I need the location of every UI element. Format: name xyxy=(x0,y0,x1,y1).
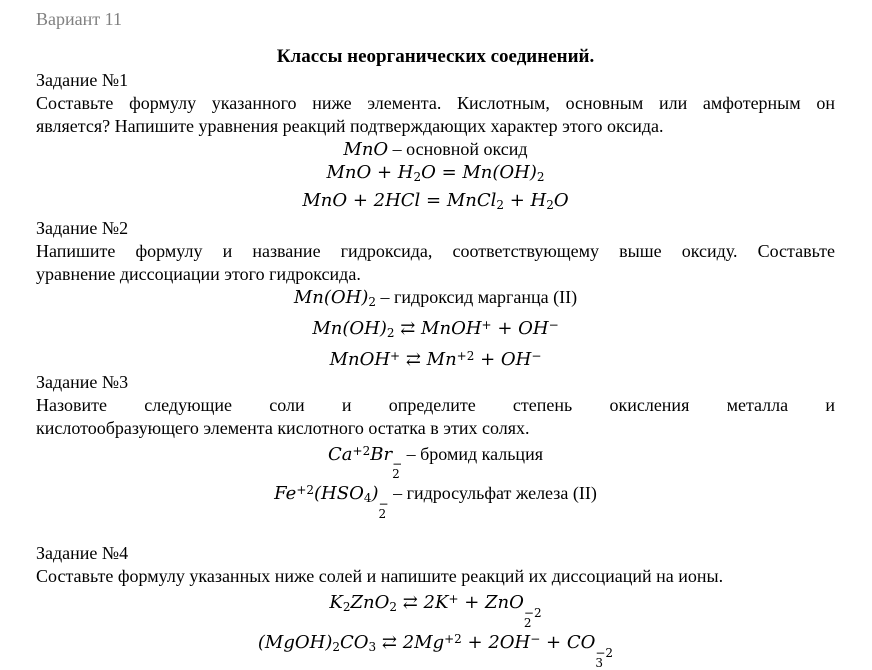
math-text: + OH xyxy=(491,317,549,339)
formula-label-text: – бромид кальция xyxy=(402,443,543,464)
math-text: ⇄ 2Mg xyxy=(376,631,445,653)
variant-label: Вариант 11 xyxy=(36,9,122,29)
task-section-4 xyxy=(36,542,835,668)
formula-line xyxy=(36,314,835,345)
math-text: + CO xyxy=(540,631,596,653)
math-text: ZnO xyxy=(350,591,390,613)
task-label: Задание №1 xyxy=(36,70,129,90)
math-text: K xyxy=(329,591,343,613)
task-label: Задание №2 xyxy=(36,218,129,238)
formula-line xyxy=(36,286,835,314)
formula-line xyxy=(36,161,835,189)
formula-label-text: – гидроксид марганца (II) xyxy=(376,287,578,307)
subscript: 2 xyxy=(332,639,340,654)
superscript: + xyxy=(448,592,459,607)
math-text: MnO xyxy=(343,139,389,160)
task-section-2 xyxy=(36,217,835,371)
math-text: ⇄ 2K xyxy=(397,591,449,613)
stacked-subscript-superscript: − 2 xyxy=(392,457,403,482)
math-text: Ca xyxy=(328,443,353,465)
stacked-subscript-superscript: −2 3 xyxy=(595,645,614,670)
math-text: + OH xyxy=(474,348,532,370)
math-text: MnO + H xyxy=(326,162,414,183)
math-text: Fe xyxy=(274,483,297,505)
formula-line xyxy=(36,345,835,371)
task-label: Задание №3 xyxy=(36,371,129,392)
task-text-line: кислотообразующего элемента кислотного остатка в этих солях. xyxy=(36,417,530,438)
subscript: 2 xyxy=(496,198,505,212)
math-text: ⇄ Mn xyxy=(400,348,457,370)
formula-label-text: – гидросульфат железа (II) xyxy=(388,483,597,504)
math-text: Mn(OH) xyxy=(293,287,369,308)
task-text-line: является? Напишите уравнения реакций подтверждающих характер этого оксида. xyxy=(36,116,664,136)
superscript: +2 xyxy=(352,443,371,458)
formula-line xyxy=(36,628,835,668)
stacked-subscript-superscript: −2 2 xyxy=(523,605,542,630)
stacked-subscript-superscript: − 2 xyxy=(378,497,389,522)
subscript: 2 xyxy=(546,198,554,212)
math-text: ⇄ MnOH xyxy=(394,317,482,339)
subscript: 4 xyxy=(363,491,372,506)
formula-line xyxy=(36,440,835,480)
math-text: O xyxy=(553,190,569,211)
superscript: + xyxy=(481,318,492,332)
formula-line xyxy=(36,138,835,161)
math-text: (MgOH) xyxy=(257,631,333,653)
task-section-1 xyxy=(36,69,835,217)
superscript: − xyxy=(531,348,542,363)
math-text: CO xyxy=(340,631,369,653)
superscript: + xyxy=(390,348,401,363)
task-text-line: уравнение диссоциации этого гидроксида. xyxy=(36,264,361,284)
math-text: + H xyxy=(504,190,547,211)
task-text-line: Напишите формулу и название гидроксида, соответствующему выше оксиду. Составьте xyxy=(36,241,835,261)
formula-line xyxy=(36,479,835,522)
formula-line xyxy=(36,588,835,628)
document-title: Классы неорганических соединений. xyxy=(276,46,595,67)
superscript: +2 xyxy=(296,483,315,498)
formula-label-text: – основной оксид xyxy=(388,139,528,159)
math-text: ) xyxy=(371,483,379,505)
math-text: Mn(OH) xyxy=(312,317,387,339)
task-label: Задание №4 xyxy=(36,543,129,564)
math-text: + 2OH xyxy=(461,631,531,653)
math-text: + ZnO xyxy=(458,591,524,613)
math-text: (HSO xyxy=(314,483,364,505)
superscript: +2 xyxy=(456,348,475,363)
subscript: 3 xyxy=(368,639,377,654)
math-text: MnOH xyxy=(329,348,391,370)
subscript: 2 xyxy=(368,295,377,309)
subscript: 2 xyxy=(536,170,545,184)
math-text: O = Mn(OH) xyxy=(421,162,537,183)
math-text: MnO + 2HCl = MnCl xyxy=(302,190,497,211)
task-text-line: Составьте формулу указанных ниже солей и напишите реакций их диссоциаций на ионы. xyxy=(36,566,724,587)
task-section-3 xyxy=(36,371,835,520)
subscript: 2 xyxy=(342,599,351,614)
task-text-line: Назовите следующие соли и определите степень окисления металла и xyxy=(36,394,835,415)
formula-line xyxy=(36,189,835,217)
superscript: +2 xyxy=(444,631,462,646)
math-text: Br xyxy=(370,443,393,465)
task-text-line: Составьте формулу указанного ниже элемента. Кислотным, основным или амфотерным он xyxy=(36,93,835,113)
superscript: − xyxy=(548,318,559,332)
subscript: 2 xyxy=(389,599,397,614)
subscript: 2 xyxy=(386,325,395,340)
superscript: − xyxy=(530,631,541,646)
subscript: 2 xyxy=(413,170,422,184)
